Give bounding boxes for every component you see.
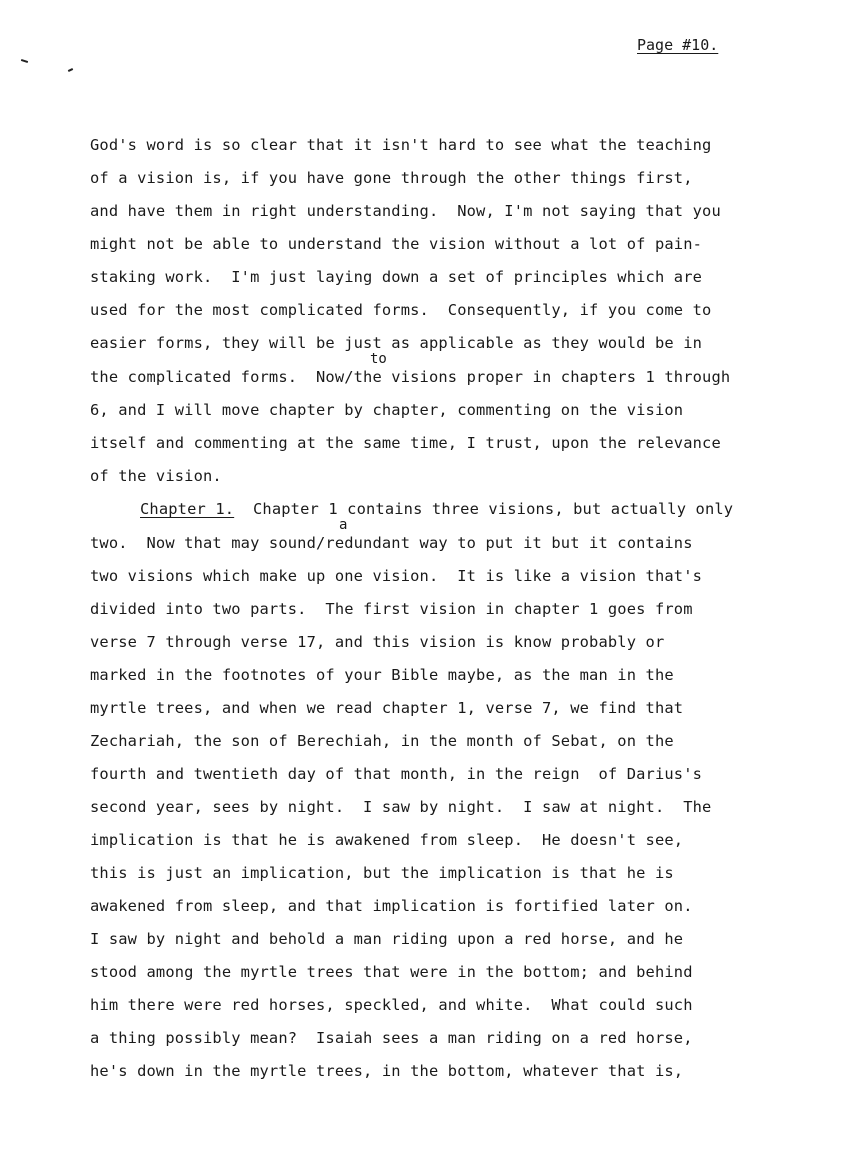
text-line: awakened from sleep, and that implication is fortified later on. (90, 897, 693, 915)
chapter-heading-line (140, 500, 733, 518)
text-line: he's down in the myrtle trees, in the bottom, whatever that is, (90, 1062, 684, 1080)
text-line: two. Now that may sound/redundant way to put it but it contains (90, 534, 693, 552)
text-line: this is just an implication, but the implication is that he is (90, 864, 674, 882)
text-line: itself and commenting at the same time, I trust, upon the relevance (90, 434, 721, 452)
chapter-heading: Chapter 1. (140, 500, 235, 518)
text-line: 6, and I will move chapter by chapter, commenting on the vision (90, 401, 684, 419)
text-line: myrtle trees, and when we read chapter 1, verse 7, we find that (90, 699, 684, 717)
text-line-rest: Chapter 1 contains three visions, but actually only (234, 500, 734, 518)
text-line: fourth and twentieth day of that month, in the reign of Darius's (90, 765, 703, 783)
text-line: God's word is so clear that it isn't hard to see what the teaching (90, 136, 712, 154)
text-line: I saw by night and behold a man riding upon a red horse, and he (90, 930, 684, 948)
text-line: and have them in right understanding. Now, I'm not saying that you (90, 202, 721, 220)
text-line: a thing possibly mean? Isaiah sees a man riding on a red horse, (90, 1029, 693, 1047)
handwritten-insertion: a (339, 517, 348, 533)
text-line: him there were red horses, speckled, and white. What could such (90, 996, 693, 1014)
text-line: two visions which make up one vision. It is like a vision that's (90, 567, 703, 585)
text-line: stood among the myrtle trees that were in the bottom; and behind (90, 963, 693, 981)
text-line: might not be able to understand the vision without a lot of pain- (90, 235, 703, 253)
text-line: of a vision is, if you have gone through the other things first, (90, 169, 693, 187)
text-line: divided into two parts. The first vision in chapter 1 goes from (90, 600, 693, 618)
text-line: implication is that he is awakened from sleep. He doesn't see, (90, 831, 684, 849)
text-line: the complicated forms. Now/the visions proper in chapters 1 through (90, 368, 731, 386)
text-line: second year, sees by night. I saw by night. I saw at night. The (90, 798, 712, 816)
text-line: marked in the footnotes of your Bible maybe, as the man in the (90, 666, 674, 684)
handwritten-insertion: to (370, 351, 387, 367)
text-line: Zechariah, the son of Berechiah, in the month of Sebat, on the (90, 732, 674, 750)
text-line: verse 7 through verse 17, and this vision is know probably or (90, 633, 665, 651)
text-line: used for the most complicated forms. Consequently, if you come to (90, 301, 712, 319)
text-line: of the vision. (90, 467, 222, 485)
text-line: easier forms, they will be just as applicable as they would be in (90, 334, 703, 352)
page-number: Page #10. (637, 36, 719, 54)
text-line: staking work. I'm just laying down a set of principles which are (90, 268, 703, 286)
